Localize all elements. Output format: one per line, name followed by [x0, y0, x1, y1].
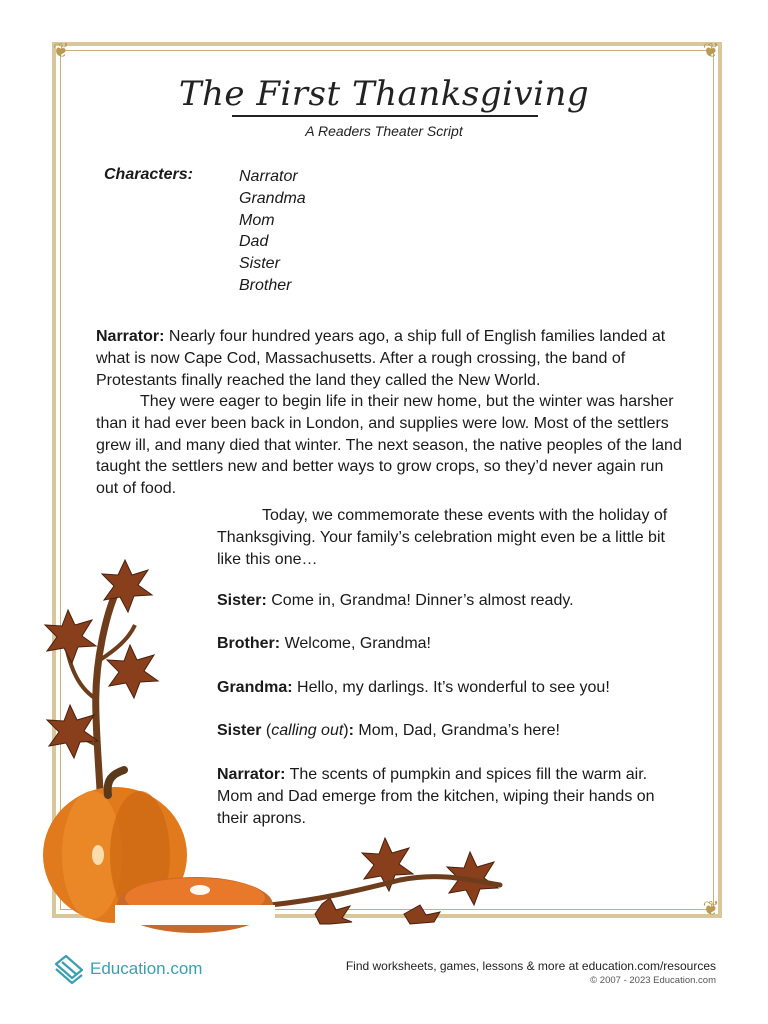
page-title: The First Thanksgiving: [178, 74, 590, 114]
dialogue-text: Mom, Dad, Grandma’s here!: [358, 722, 560, 739]
history-paragraph: They were eager to begin life in their new home, but the winter was harsher than it had ever been back in London, and supplies were low. Most of the settlers grew ill, and many died that winter. The next season, the native peoples of the land taught the settlers new and better ways to grow crops, so they’d never again run out of food.: [96, 393, 682, 498]
character-item: Dad: [239, 233, 269, 251]
character-item: Grandma: [239, 189, 306, 207]
dialogue-text: Hello, my darlings. It’s wonderful to see you!: [297, 679, 610, 696]
maple-leaf-icon: [315, 898, 352, 924]
maple-leaf-icon: [107, 645, 158, 698]
speaker-label: Narrator:: [217, 766, 286, 783]
today-paragraph: Today, we commemorate these events with the holiday of Thanksgiving. Your family’s celebration might even be a little bit like this one…: [217, 507, 668, 568]
maple-leaf-icon: [404, 905, 440, 924]
character-item: Brother: [239, 276, 292, 294]
education-logo-icon: [52, 952, 86, 986]
script-line: [217, 633, 677, 655]
page-subtitle: A Readers Theater Script: [305, 123, 463, 139]
brand-name: Education.com: [90, 959, 203, 978]
script-line: [217, 677, 677, 699]
speaker-label: Grandma:: [217, 679, 293, 696]
maple-leaf-icon: [47, 705, 98, 758]
corner-ornament-icon: ❦: [702, 898, 720, 920]
maple-leaf-icon: [45, 610, 96, 663]
dialogue-text: The scents of pumpkin and spices fill the warm air. Mom and Dad emerge from the kitchen, wiping their hands on their aprons.: [217, 766, 655, 827]
dialogue-text: Come in, Grandma! Dinner’s almost ready.: [271, 592, 574, 609]
dialogue-text: Welcome, Grandma!: [284, 635, 431, 652]
character-item: Sister: [239, 255, 280, 273]
speaker-label: Sister: [217, 722, 262, 739]
character-item: Mom: [239, 211, 275, 229]
stage-direction: calling out: [271, 722, 344, 739]
script-line: [217, 764, 677, 829]
script-line: Sister (calling out): Mom, Dad, Grandma’s here!: [217, 722, 560, 739]
corner-ornament-icon: ❦: [52, 40, 70, 62]
corner-ornament-icon: ❦: [702, 40, 720, 62]
characters-list: [239, 166, 306, 297]
speaker-label: Brother:: [217, 635, 281, 652]
education-logo[interactable]: [52, 952, 202, 986]
footer-tagline[interactable]: Find worksheets, games, lessons & more at education.com/resources: [345, 959, 716, 973]
narrator-intro-paragraph: [96, 326, 686, 391]
footer-info: [346, 959, 716, 986]
characters-label: Characters:: [104, 166, 193, 183]
title-underline: [232, 115, 538, 117]
speaker-label: Narrator:: [96, 328, 165, 345]
dialogue-text: Nearly four hundred years ago, a ship full of English families landed at what is now Cape Cod, Massachusetts. After a rough crossing, the band of Protestants finally reached the land they called the New World.: [96, 328, 666, 389]
copyright: © 2007 - 2023 Education.com: [590, 975, 716, 986]
speaker-label: Sister:: [217, 592, 267, 609]
character-item: Narrator: [239, 168, 298, 185]
script-line: [217, 590, 677, 612]
